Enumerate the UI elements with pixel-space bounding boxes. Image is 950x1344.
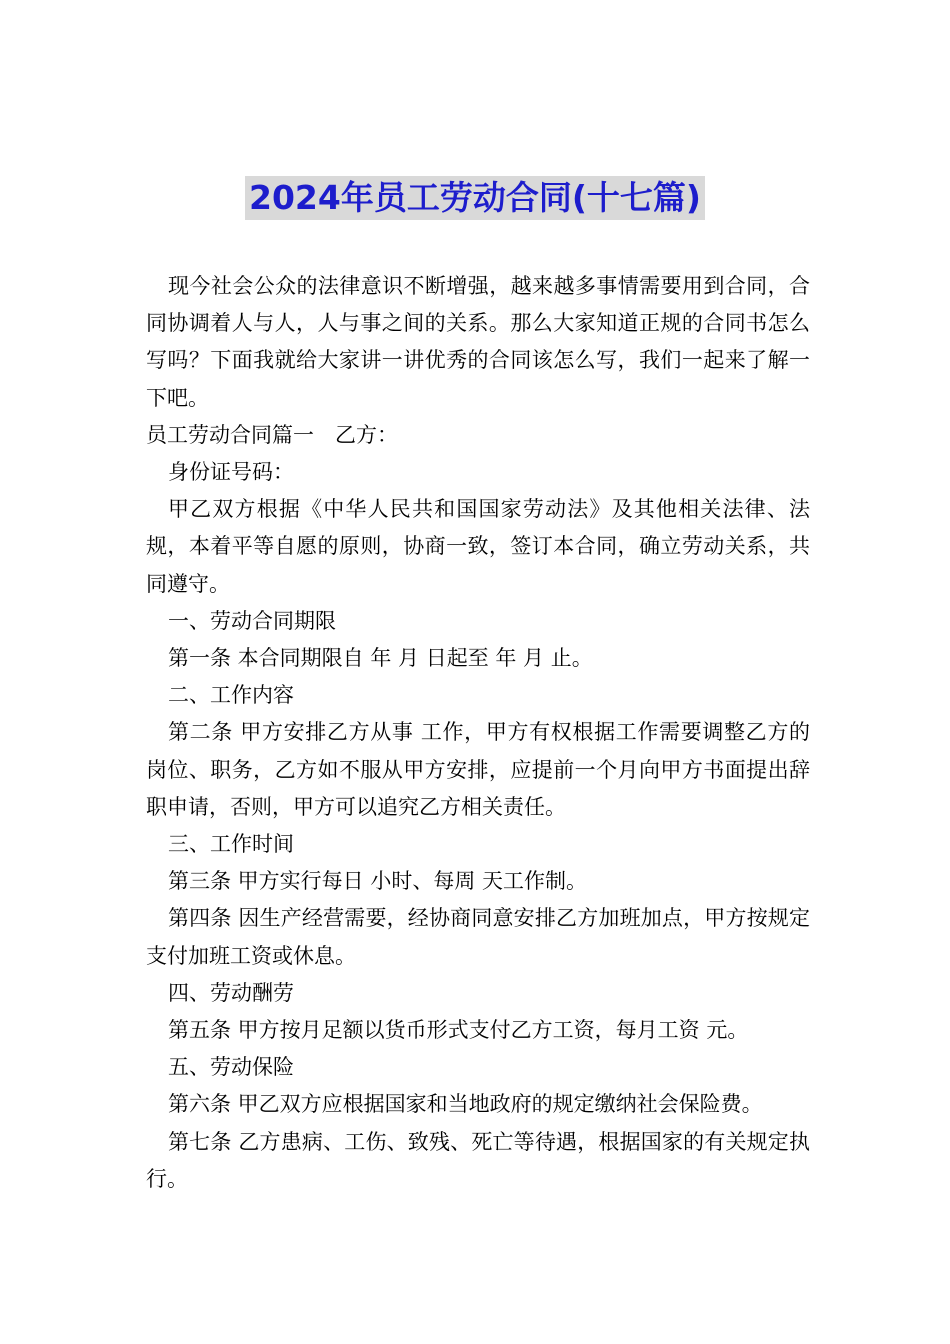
section-heading-work-content: 二、工作内容 [168,683,294,708]
paragraph-contract-heading: 员工劳动合同篇一 乙方： [146,422,398,447]
paragraph-preamble: 甲乙双方根据《中华人民共和国国家劳动法》及其他相关法律、法规，本着平等自愿的原则，协商一致，签订本合同，确立劳动关系，共同遵守。 [146,497,810,596]
article-7: 第七条 乙方患病、工伤、致残、死亡等待遇，根据国家的有关规定执行。 [146,1129,810,1191]
paragraph-intro: 现今社会公众的法律意识不断增强，越来越多事情需要用到合同，合同协调着人与人，人与事之间的关系。那么大家知道正规的合同书怎么写吗？下面我就给大家讲一讲优秀的合同该怎么写，我们一起来了解一下吧。 [146,274,810,410]
article-6: 第六条 甲乙双方应根据国家和当地政府的规定缴纳社会保险费。 [168,1092,763,1117]
section-heading-work-hours: 三、工作时间 [168,832,294,857]
document-title: 2024年员工劳动合同(十七篇) [245,176,705,220]
paragraph-id-number: 身份证号码： [168,460,294,485]
article-5: 第五条 甲方按月足额以货币形式支付乙方工资，每月工资 元。 [168,1018,749,1043]
article-4: 第四条 因生产经营需要，经协商同意安排乙方加班加点，甲方按规定支付加班工资或休息。 [146,906,810,968]
title-container [0,176,950,220]
section-heading-insurance: 五、劳动保险 [168,1055,294,1080]
section-heading-term: 一、劳动合同期限 [168,608,336,633]
section-heading-remuneration: 四、劳动酬劳 [168,980,294,1005]
article-1: 第一条 本合同期限自 年 月 日起至 年 月 止。 [168,646,593,671]
document-body [146,268,810,1198]
article-2: 第二条 甲方安排乙方从事 工作，甲方有权根据工作需要调整乙方的岗位、职务，乙方如不服从甲方安排，应提前一个月向甲方书面提出辞职申请，否则，甲方可以追究乙方相关责任。 [146,720,810,819]
article-3: 第三条 甲方实行每日 小时、每周 天工作制。 [168,869,588,894]
